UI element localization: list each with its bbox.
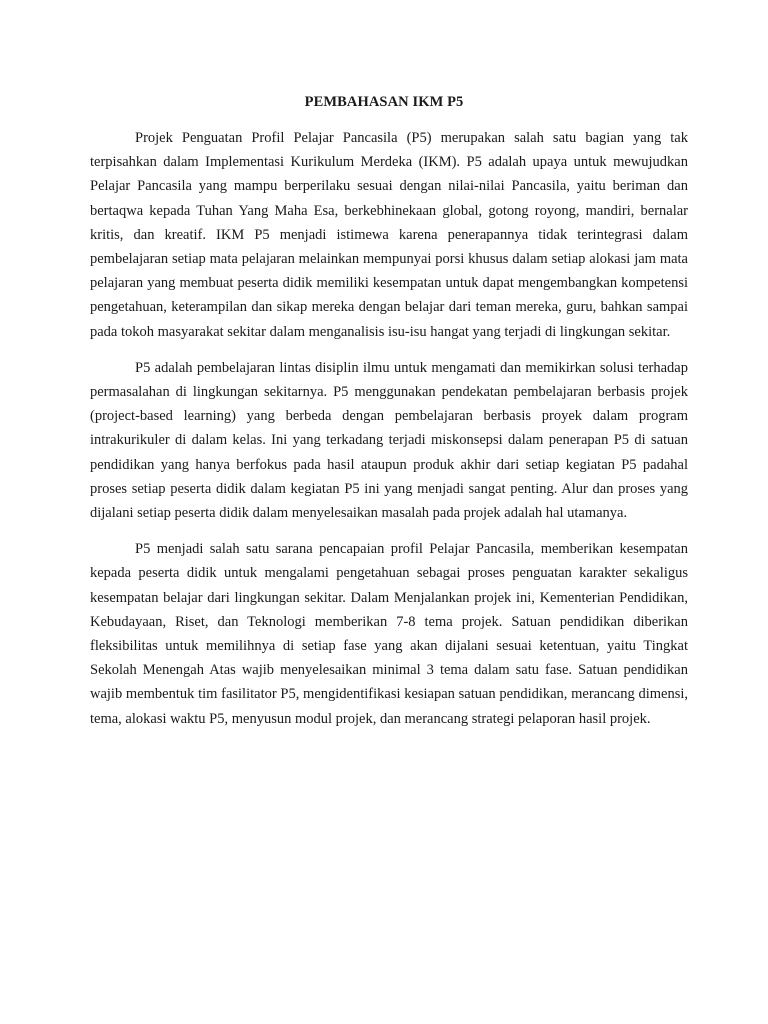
document-body	[90, 126, 688, 743]
document-title: PEMBAHASAN IKM P5	[304, 94, 464, 110]
paragraph-1: Projek Penguatan Profil Pelajar Pancasila (P5) merupakan salah satu bagian yang tak terpisahkan dalam Implementasi Kurikulum Merdeka (IKM). P5 adalah upaya untuk mewujudkan Pelajar Pancasila yang mampu berperilaku sesuai dengan nilai-nilai Pancasila, yaitu beriman dan bertaqwa kepada Tuhan Yang Maha Esa, berkebhinekaan global, gotong royong, mandiri, bernalar kritis, dan kreatif. IKM P5 menjadi istimewa karena penerapannya tidak terintegrasi dalam pembelajaran setiap mata pelajaran melainkan mempunyai porsi khusus dalam setiap alokasi jam mata pelajaran yang membuat peserta didik memiliki kesempatan untuk dapat mengembangkan kompetensi pengetahuan, keterampilan dan sikap mereka dengan belajar dari teman mereka, guru, bahkan sampai pada tokoh masyarakat sekitar dalam menganalisis isu-isu hangat yang terjadi di lingkungan sekitar.	[90, 130, 688, 340]
paragraph-2: P5 adalah pembelajaran lintas disiplin ilmu untuk mengamati dan memikirkan solusi terhadap permasalahan di lingkungan sekitarnya. P5 menggunakan pendekatan pembelajaran berbasis projek (project-based learning) yang berbeda dengan pembelajaran berbasis proyek dalam program intrakurikuler di dalam kelas. Ini yang terkadang terjadi miskonsepsi dalam penerapan P5 di satuan pendidikan yang hanya berfokus pada hasil ataupun produk akhir dari setiap kegiatan P5 padahal proses setiap peserta didik dalam kegiatan P5 ini yang menjadi sangat penting. Alur dan proses yang dijalani setiap peserta didik dalam menyelesaikan masalah pada projek adalah hal utamanya.	[90, 359, 688, 522]
paragraph-3: P5 menjadi salah satu sarana pencapaian profil Pelajar Pancasila, memberikan kesempatan kepada peserta didik untuk mengalami pengetahuan sebagai proses penguatan karakter sekaligus kesempatan belajar dari lingkungan sekitar. Dalam Menjalankan projek ini, Kementerian Pendidikan, Kebudayaan, Riset, dan Teknologi memberikan 7-8 tema projek. Satuan pendidikan diberikan fleksibilitas untuk memilihnya di setiap fase yang akan dijalani sesuai ketentuan, yaitu Tingkat Sekolah Menengah Atas wajib menyelesaikan minimal 3 tema dalam satu fase. Satuan pendidikan wajib membentuk tim fasilitator P5, mengidentifikasi kesiapan satuan pendidikan, merancang dimensi, tema, alokasi waktu P5, menyusun modul projek, dan merancang strategi pelaporan hasil projek.	[90, 541, 688, 727]
